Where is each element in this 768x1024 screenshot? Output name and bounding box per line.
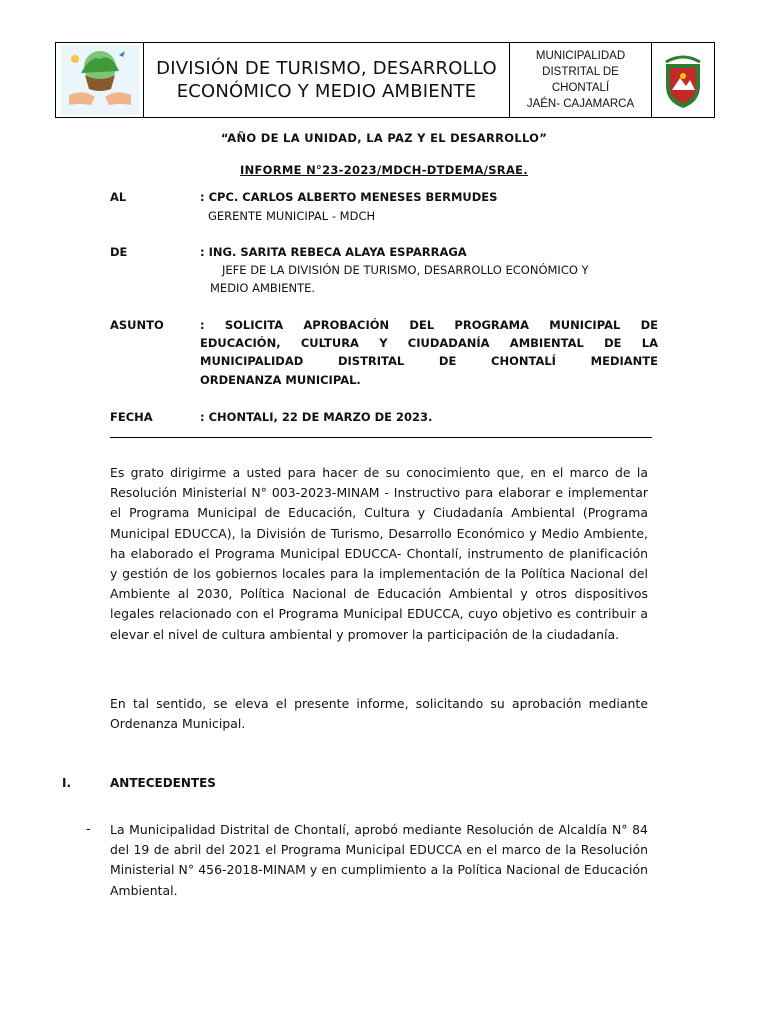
date-label: FECHA	[110, 410, 153, 424]
to-name: : CPC. CARLOS ALBERTO MENESES BERMUDES	[200, 190, 498, 204]
date-value: : CHONTALI, 22 DE MARZO DE 2023.	[200, 410, 433, 424]
from-role-line2: MEDIO AMBIENTE.	[210, 281, 316, 295]
from-label: DE	[110, 245, 128, 259]
left-logo-cell	[56, 43, 144, 117]
municipality-line2: DISTRITAL DE	[542, 66, 619, 78]
subject-line4: ORDENANZA MUNICIPAL.	[200, 373, 361, 387]
year-motto: “AÑO DE LA UNIDAD, LA PAZ Y EL DESARROLLO”	[220, 131, 548, 145]
from-name: : ING. SARITA REBECA ALAYA ESPARRAGA	[200, 245, 467, 259]
list-bullet: -	[86, 822, 91, 837]
body-paragraph-1: Es grato dirigirme a usted para hacer de su conocimiento que, en el marco de la Resolución Ministerial N° 003-2023-MINAM - Instructivo para elaborar e implementar el Programa Municipal de Educación, Cultura y Ciudadanía Ambiental (Programa Municipal EDUCCA), la División de Turismo, Desarrollo Económico y Medio Ambiente, ha elaborado el Programa Municipal EDUCCA- Chontalí, instrumento de planificación y gestión de los gobiernos locales para la implementación de la Política Nacional del Ambiente al 2030, Política Nacional de Educación Ambiental y otros dispositivos legales relacionado con el Programa Municipal EDUCCA, cuyo objetivo es contribuir a elevar el nivel de cultura ambiental y promover la participación de la ciudadanía.	[110, 465, 648, 642]
division-title	[144, 43, 510, 117]
municipality-name	[510, 43, 652, 117]
section-number: I.	[62, 776, 72, 790]
subject-line2: EDUCACIÓN, CULTURA Y CIUDADANÍA AMBIENTAL DE LA	[200, 336, 658, 350]
to-label: AL	[110, 190, 127, 204]
municipality-line3: CHONTALÍ	[551, 82, 610, 94]
body-paragraph-2: En tal sentido, se eleva el presente informe, solicitando su aprobación mediante Ordenanza Municipal.	[110, 696, 648, 732]
municipality-line1: MUNICIPALIDAD	[535, 50, 626, 62]
header-divider	[110, 437, 652, 438]
from-role-line1: JEFE DE LA DIVISIÓN DE TURISMO, DESARROLLO ECONÓMICO Y	[222, 263, 589, 277]
document-header	[55, 42, 715, 118]
report-number: INFORME N°23-2023/MDCH-DTDEMA/SRAE.	[240, 163, 528, 177]
subject-line3: MUNICIPALIDAD DISTRITAL DE CHONTALÍ MEDIANTE	[200, 354, 658, 368]
municipal-shield-icon	[660, 50, 706, 110]
municipality-line4: JAÉN- CAJAMARCA	[526, 98, 635, 110]
division-title-line1: DIVISIÓN DE TURISMO, DESARROLLO	[156, 58, 497, 79]
subject-line1: : SOLICITA APROBACIÓN DEL PROGRAMA MUNICIPAL DE	[200, 318, 658, 332]
environment-logo-icon	[61, 45, 139, 115]
antecedentes-item-1: La Municipalidad Distrital de Chontalí, aprobó mediante Resolución de Alcaldía N° 84 del 19 de abril del 2021 el Programa Municipal EDUCCA en el marco de la Resolución Ministerial N° 456-2018-MINAM y en cumplimiento a la Política Nacional de Educación Ambiental.	[110, 822, 648, 898]
right-logo-cell	[652, 43, 714, 117]
division-title-line2: ECONÓMICO Y MEDIO AMBIENTE	[176, 81, 477, 102]
subject-label: ASUNTO	[110, 318, 164, 332]
to-role: GERENTE MUNICIPAL - MDCH	[208, 209, 376, 223]
section-title: ANTECEDENTES	[110, 776, 216, 790]
